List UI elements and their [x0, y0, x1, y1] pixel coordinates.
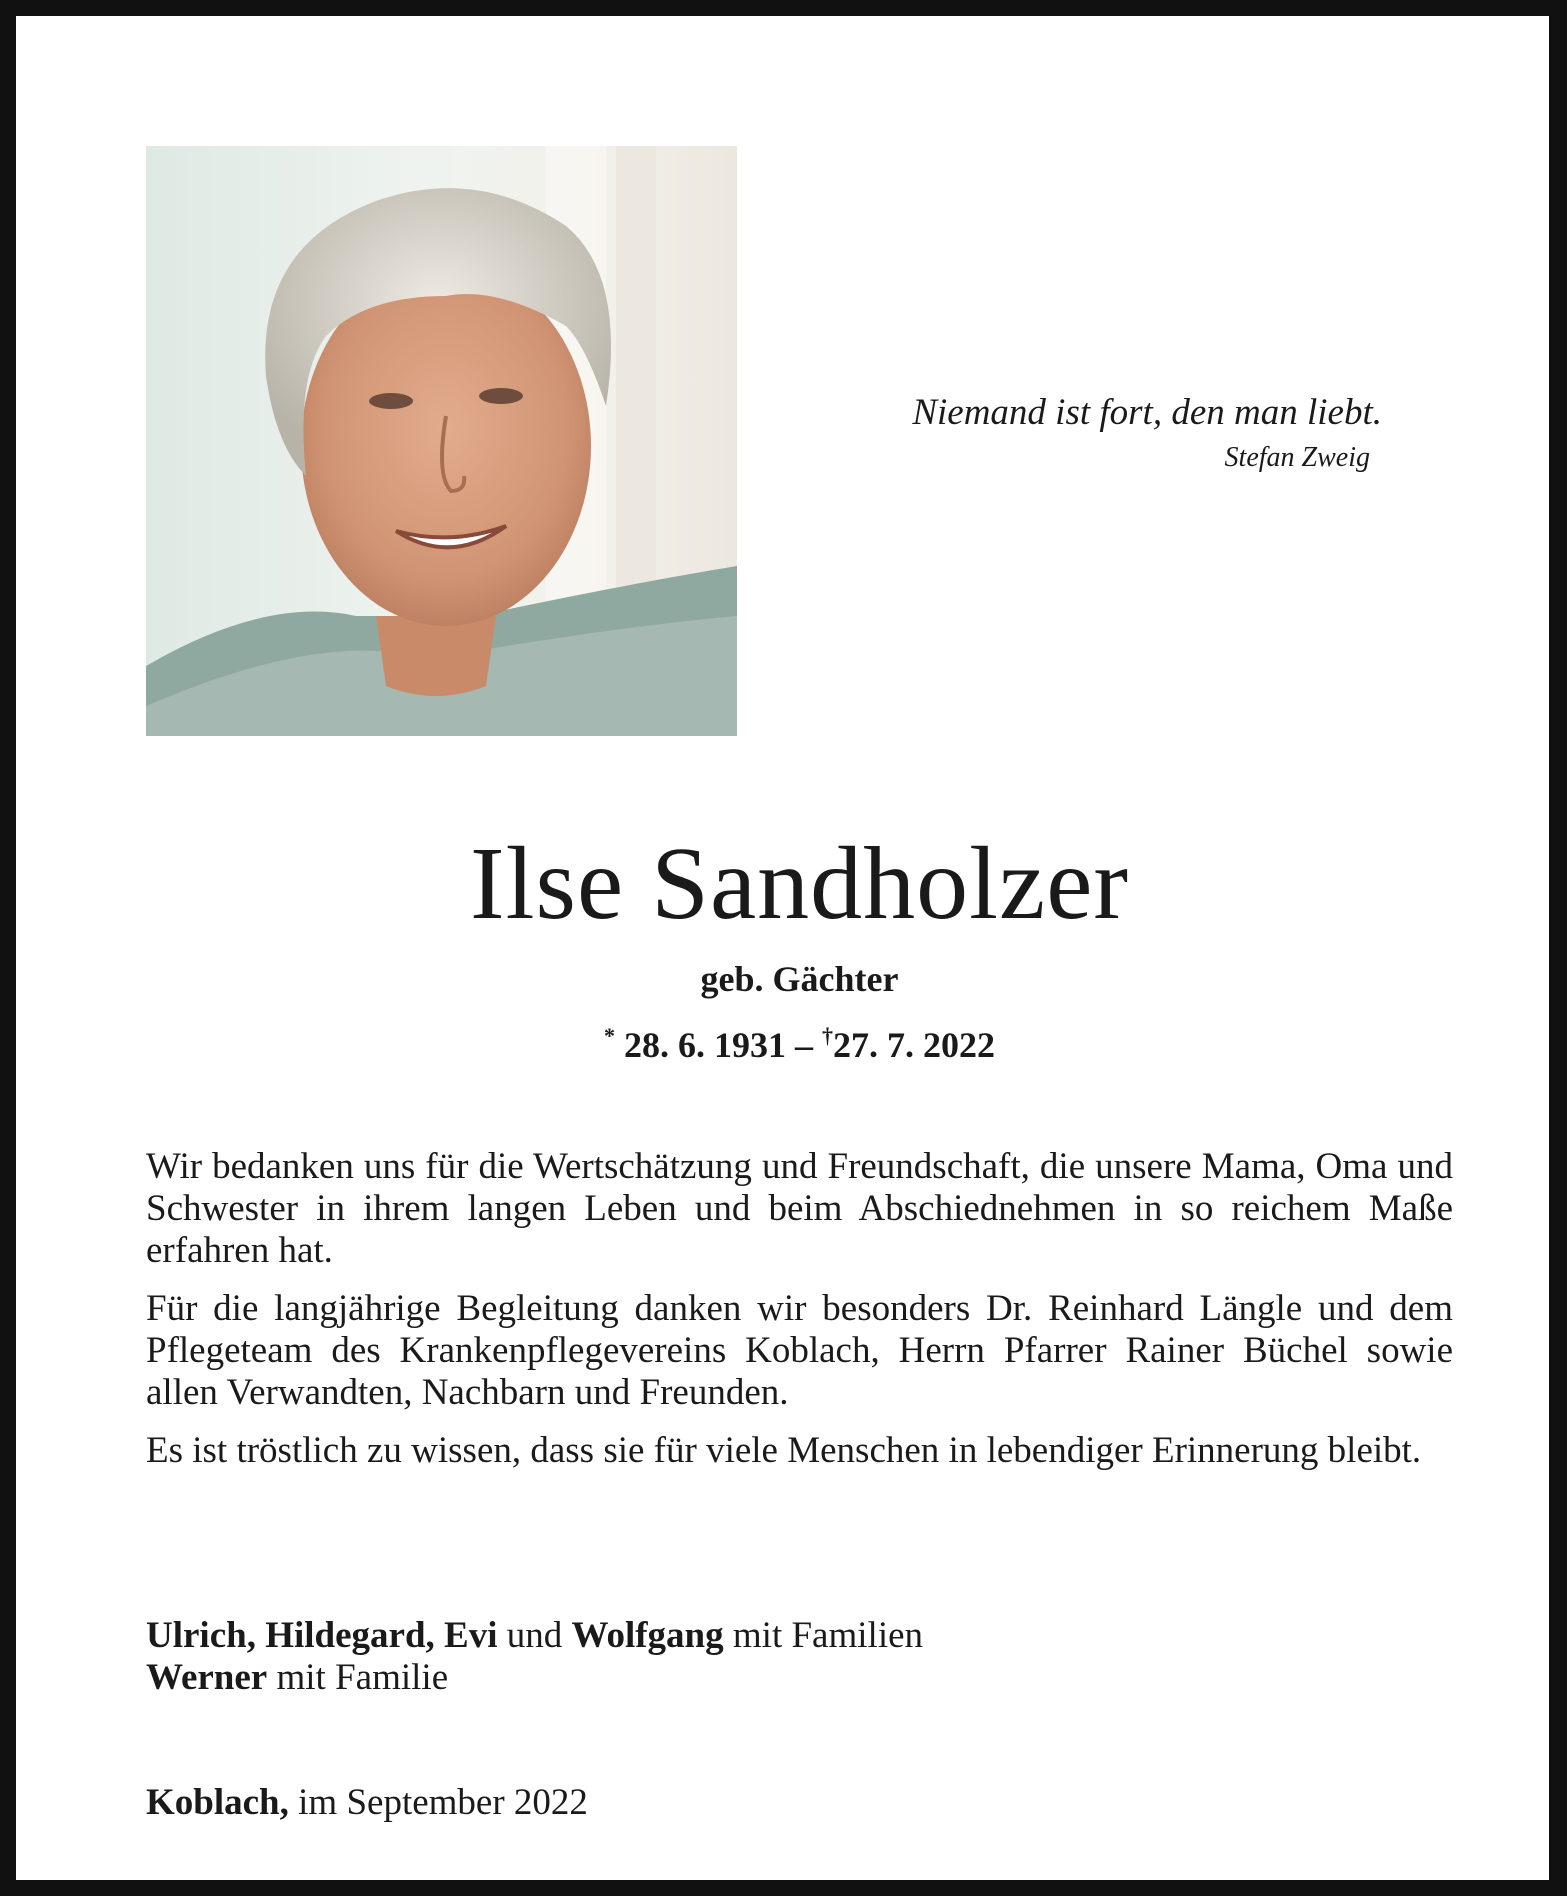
- place-month: im September 2022: [288, 1782, 588, 1823]
- portrait-photo: [146, 146, 737, 736]
- thanks-paragraph-1: Wir bedanken uns für die Wertschätzung und Freundschaft, die unsere Mama, Oma und Schwester in ihrem langen Leben und beim Abschiednehmen in so reichem Maße erfahren hat.: [146, 1146, 1453, 1271]
- signers-name-2: Werner: [146, 1657, 268, 1698]
- thanks-paragraph-3: Es ist tröstlich zu wissen, dass sie für viele Menschen in lebendiger Erinnerung bleibt.: [146, 1430, 1422, 1471]
- signers-suffix-2: mit Familie: [267, 1657, 449, 1698]
- portrait-image: [146, 146, 737, 736]
- signers-line-1: [146, 1615, 1453, 1657]
- thanks-text: [146, 1146, 1453, 1488]
- quote-block: [816, 388, 1382, 478]
- quote-author: Stefan Zweig: [1224, 442, 1370, 473]
- signers-names: Ulrich, Hildegard, Evi: [146, 1615, 498, 1656]
- date-separator: –: [795, 1025, 813, 1065]
- death-date: 27. 7. 2022: [833, 1025, 995, 1065]
- deceased-name: Ilse Sandholzer: [469, 826, 1129, 941]
- quote-text: Niemand ist fort, den man liebt.: [912, 392, 1382, 433]
- signers-suffix-1: mit Familien: [723, 1615, 924, 1656]
- place-date: [146, 1782, 1453, 1824]
- signers-last-name: Wolfgang: [571, 1615, 724, 1656]
- signers-conjunction: und: [497, 1615, 572, 1656]
- birth-date: 28. 6. 1931: [624, 1025, 786, 1065]
- place-town: Koblach,: [146, 1782, 289, 1823]
- thanks-paragraph-2: Für die langjährige Begleitung danken wir besonders Dr. Reinhard Längle und dem Pflegeteam des Krankenpflegevereins Koblach, Herrn Pfarrer Rainer Büchel sowie allen Verwandten, Nachbarn und Freunden.: [146, 1288, 1453, 1413]
- signers-block: [146, 1615, 1453, 1699]
- death-symbol: †: [822, 1023, 833, 1048]
- signers-line-2: [146, 1657, 1453, 1699]
- life-dates: [146, 1022, 1453, 1068]
- birth-symbol: *: [604, 1023, 615, 1048]
- birth-name: geb. Gächter: [700, 959, 899, 999]
